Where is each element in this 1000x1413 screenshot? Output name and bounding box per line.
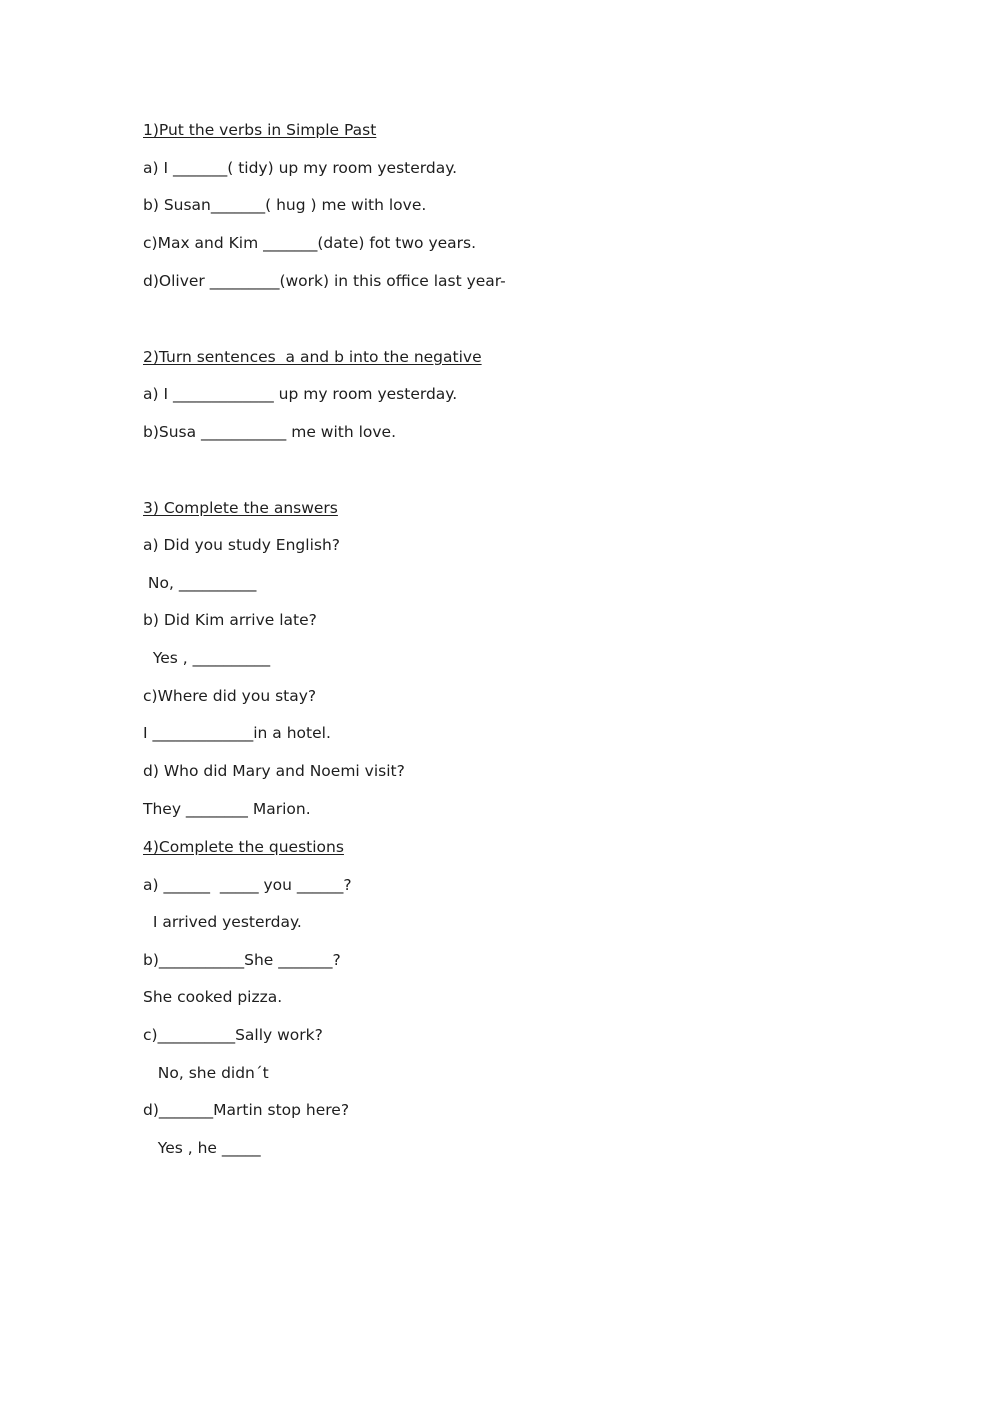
section3-answer-a: No, __________: [143, 574, 257, 592]
section1-item-c: c)Max and Kim _______(date) fot two years.: [143, 234, 477, 252]
section2-item-a: a) I _____________ up my room yesterday.: [143, 385, 458, 403]
section3-answer-d: They ________ Marion.: [143, 800, 311, 818]
section2-heading: 2)Turn sentences a and b into the negative: [143, 348, 482, 366]
section3-question-b: b) Did Kim arrive late?: [143, 611, 317, 629]
section1-item-b: b) Susan_______( hug ) me with love.: [143, 196, 427, 214]
section4-answer-a: I arrived yesterday.: [143, 913, 302, 931]
section3-answer-c: I _____________in a hotel.: [143, 724, 331, 742]
section4-question-c: c)__________Sally work?: [143, 1026, 323, 1044]
section4-question-a: a) ______ _____ you ______?: [143, 876, 352, 894]
section1-heading: 1)Put the verbs in Simple Past: [143, 121, 377, 139]
section2-item-b: b)Susa ___________ me with love.: [143, 423, 397, 441]
section4-answer-b: She cooked pizza.: [143, 988, 283, 1006]
section3-question-d: d) Who did Mary and Noemi visit?: [143, 762, 405, 780]
section1-item-a: a) I _______( tidy) up my room yesterday.: [143, 159, 458, 177]
section4-question-d: d)_______Martin stop here?: [143, 1101, 350, 1119]
section4-question-b: b)___________She _______?: [143, 951, 341, 969]
section4-answer-c: No, she didn´t: [143, 1064, 269, 1082]
section4-answer-d: Yes , he _____: [143, 1139, 261, 1157]
section3-heading: 3) Complete the answers: [143, 499, 338, 517]
section4-heading: 4)Complete the questions: [143, 838, 344, 856]
section3-question-a: a) Did you study English?: [143, 536, 340, 554]
section3-question-c: c)Where did you stay?: [143, 687, 317, 705]
section1-item-d: d)Oliver _________(work) in this office last year-: [143, 272, 506, 290]
section3-answer-b: Yes , __________: [143, 649, 271, 667]
